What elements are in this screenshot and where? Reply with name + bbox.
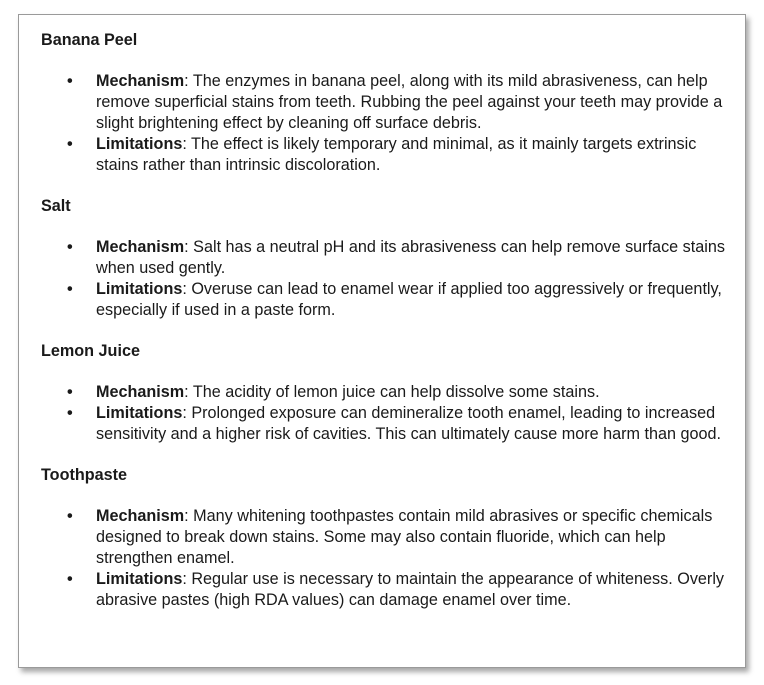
bullet-list [41,382,731,445]
section-title: Banana Peel [41,31,138,49]
list-item [41,382,731,403]
section-banana-peel [41,30,731,176]
list-item [41,403,731,445]
list-item [41,71,731,134]
item-label: Mechanism [96,507,185,525]
section-title: Toothpaste [41,466,128,484]
item-label: Mechanism [96,383,185,401]
item-text: : Salt has a neutral pH and its abrasiveness can help remove surface stains when used gently. [96,238,725,277]
section-lemon-juice [41,341,731,445]
item-label: Limitations [96,570,183,588]
item-text: : Many whitening toothpastes contain mild abrasives or specific chemicals designed to break down stains. Some may also contain fluoride, which can help strengthen enamel. [96,507,713,567]
bullet-list [41,506,731,611]
section-title: Salt [41,197,71,215]
item-label: Mechanism [96,72,185,90]
bullet-list [41,71,731,176]
section-title: Lemon Juice [41,342,140,360]
document-content [41,30,731,611]
list-item [41,237,731,279]
list-item [41,506,731,569]
list-item [41,569,731,611]
bullet-list [41,237,731,321]
item-label: Limitations [96,404,183,422]
section-salt [41,196,731,321]
document-frame [18,14,746,668]
item-text: : The acidity of lemon juice can help dissolve some stains. [184,383,600,401]
item-label: Limitations [96,135,183,153]
item-text: : The enzymes in banana peel, along with its mild abrasiveness, can help remove superficial stains from teeth. Rubbing the peel against your teeth may provide a slight brightening effect by cleaning off surface debris. [96,72,723,132]
item-text: : Overuse can lead to enamel wear if applied too aggressively or frequently, especially if used in a paste form. [96,280,722,319]
section-toothpaste [41,465,731,611]
list-item [41,134,731,176]
list-item [41,279,731,321]
item-text: : Regular use is necessary to maintain the appearance of whiteness. Overly abrasive pastes (high RDA values) can damage enamel over time. [96,570,725,609]
item-text: : The effect is likely temporary and minimal, as it mainly targets extrinsic stains rather than intrinsic discoloration. [96,135,697,174]
item-label: Limitations [96,280,183,298]
item-text: : Prolonged exposure can demineralize tooth enamel, leading to increased sensitivity and a higher risk of cavities. This can ultimately cause more harm than good. [96,404,722,443]
item-label: Mechanism [96,238,185,256]
